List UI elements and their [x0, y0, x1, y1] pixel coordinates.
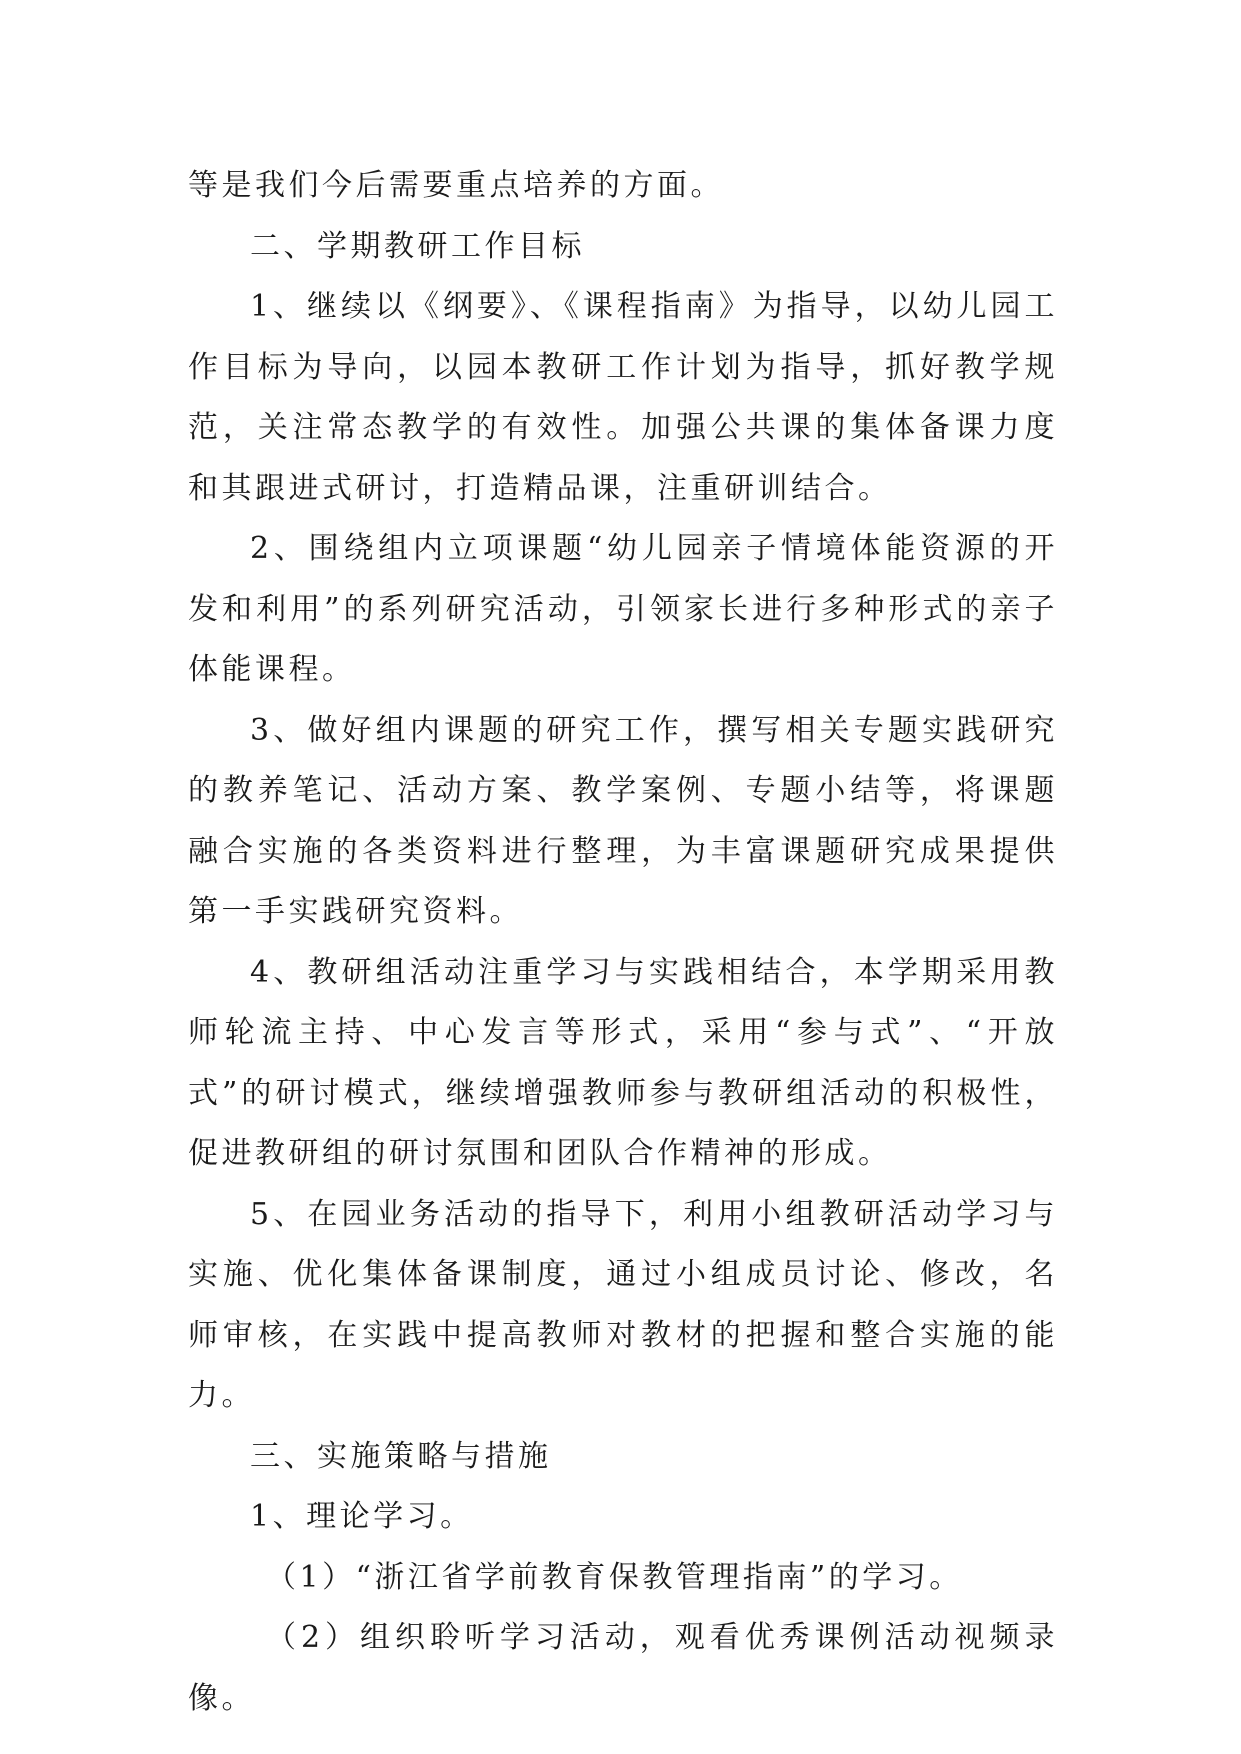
measure-item-1: 1、理论学习。	[250, 1499, 474, 1534]
paragraph-continuation: 等是我们今后需要重点培养的方面。	[188, 168, 724, 203]
section-heading-2: 二、学期教研工作目标	[250, 228, 585, 264]
goal-item-4: 4、教研组活动注重学习与实践相结合，本学期采用教师轮流主持、中心发言等形式，采用“参与式”、“开放式”的研讨模式，继续增强教师参与教研组活动的积极性，促进教研组的研讨氛围和团队合作精神的形成。	[188, 954, 1058, 1171]
document-body	[188, 156, 1058, 1729]
goal-item-2: 2、围绕组内立项课题“幼儿园亲子情境体能资源的开发和利用”的系列研究活动，引领家长进行多种形式的亲子体能课程。	[188, 531, 1058, 687]
section-heading-3: 三、实施策略与措施	[250, 1438, 552, 1474]
measure-subitem-2: （2）组织聆听学习活动，观看优秀课例活动视频录像。	[188, 1620, 1058, 1716]
goal-item-1: 1、继续以《纲要》、《课程指南》为指导，以幼儿园工作目标为导向，以园本教研工作计划为指导，抓好教学规范，关注常态教学的有效性。加强公共课的集体备课力度和其跟进式研讨，打造精品课，注重研训结合。	[188, 289, 1058, 506]
goal-item-5: 5、在园业务活动的指导下，利用小组教研活动学习与实施、优化集体备课制度，通过小组成员讨论、修改，名师审核，在实践中提高教师对教材的把握和整合实施的能力。	[188, 1196, 1058, 1413]
measure-subitem-1: （1）“浙江省学前教育保教管理指南”的学习。	[266, 1559, 963, 1595]
goal-item-3: 3、做好组内课题的研究工作，撰写相关专题实践研究的教养笔记、活动方案、教学案例、专题小结等，将课题融合实施的各类资料进行整理，为丰富课题研究成果提供第一手实践研究资料。	[188, 712, 1058, 929]
